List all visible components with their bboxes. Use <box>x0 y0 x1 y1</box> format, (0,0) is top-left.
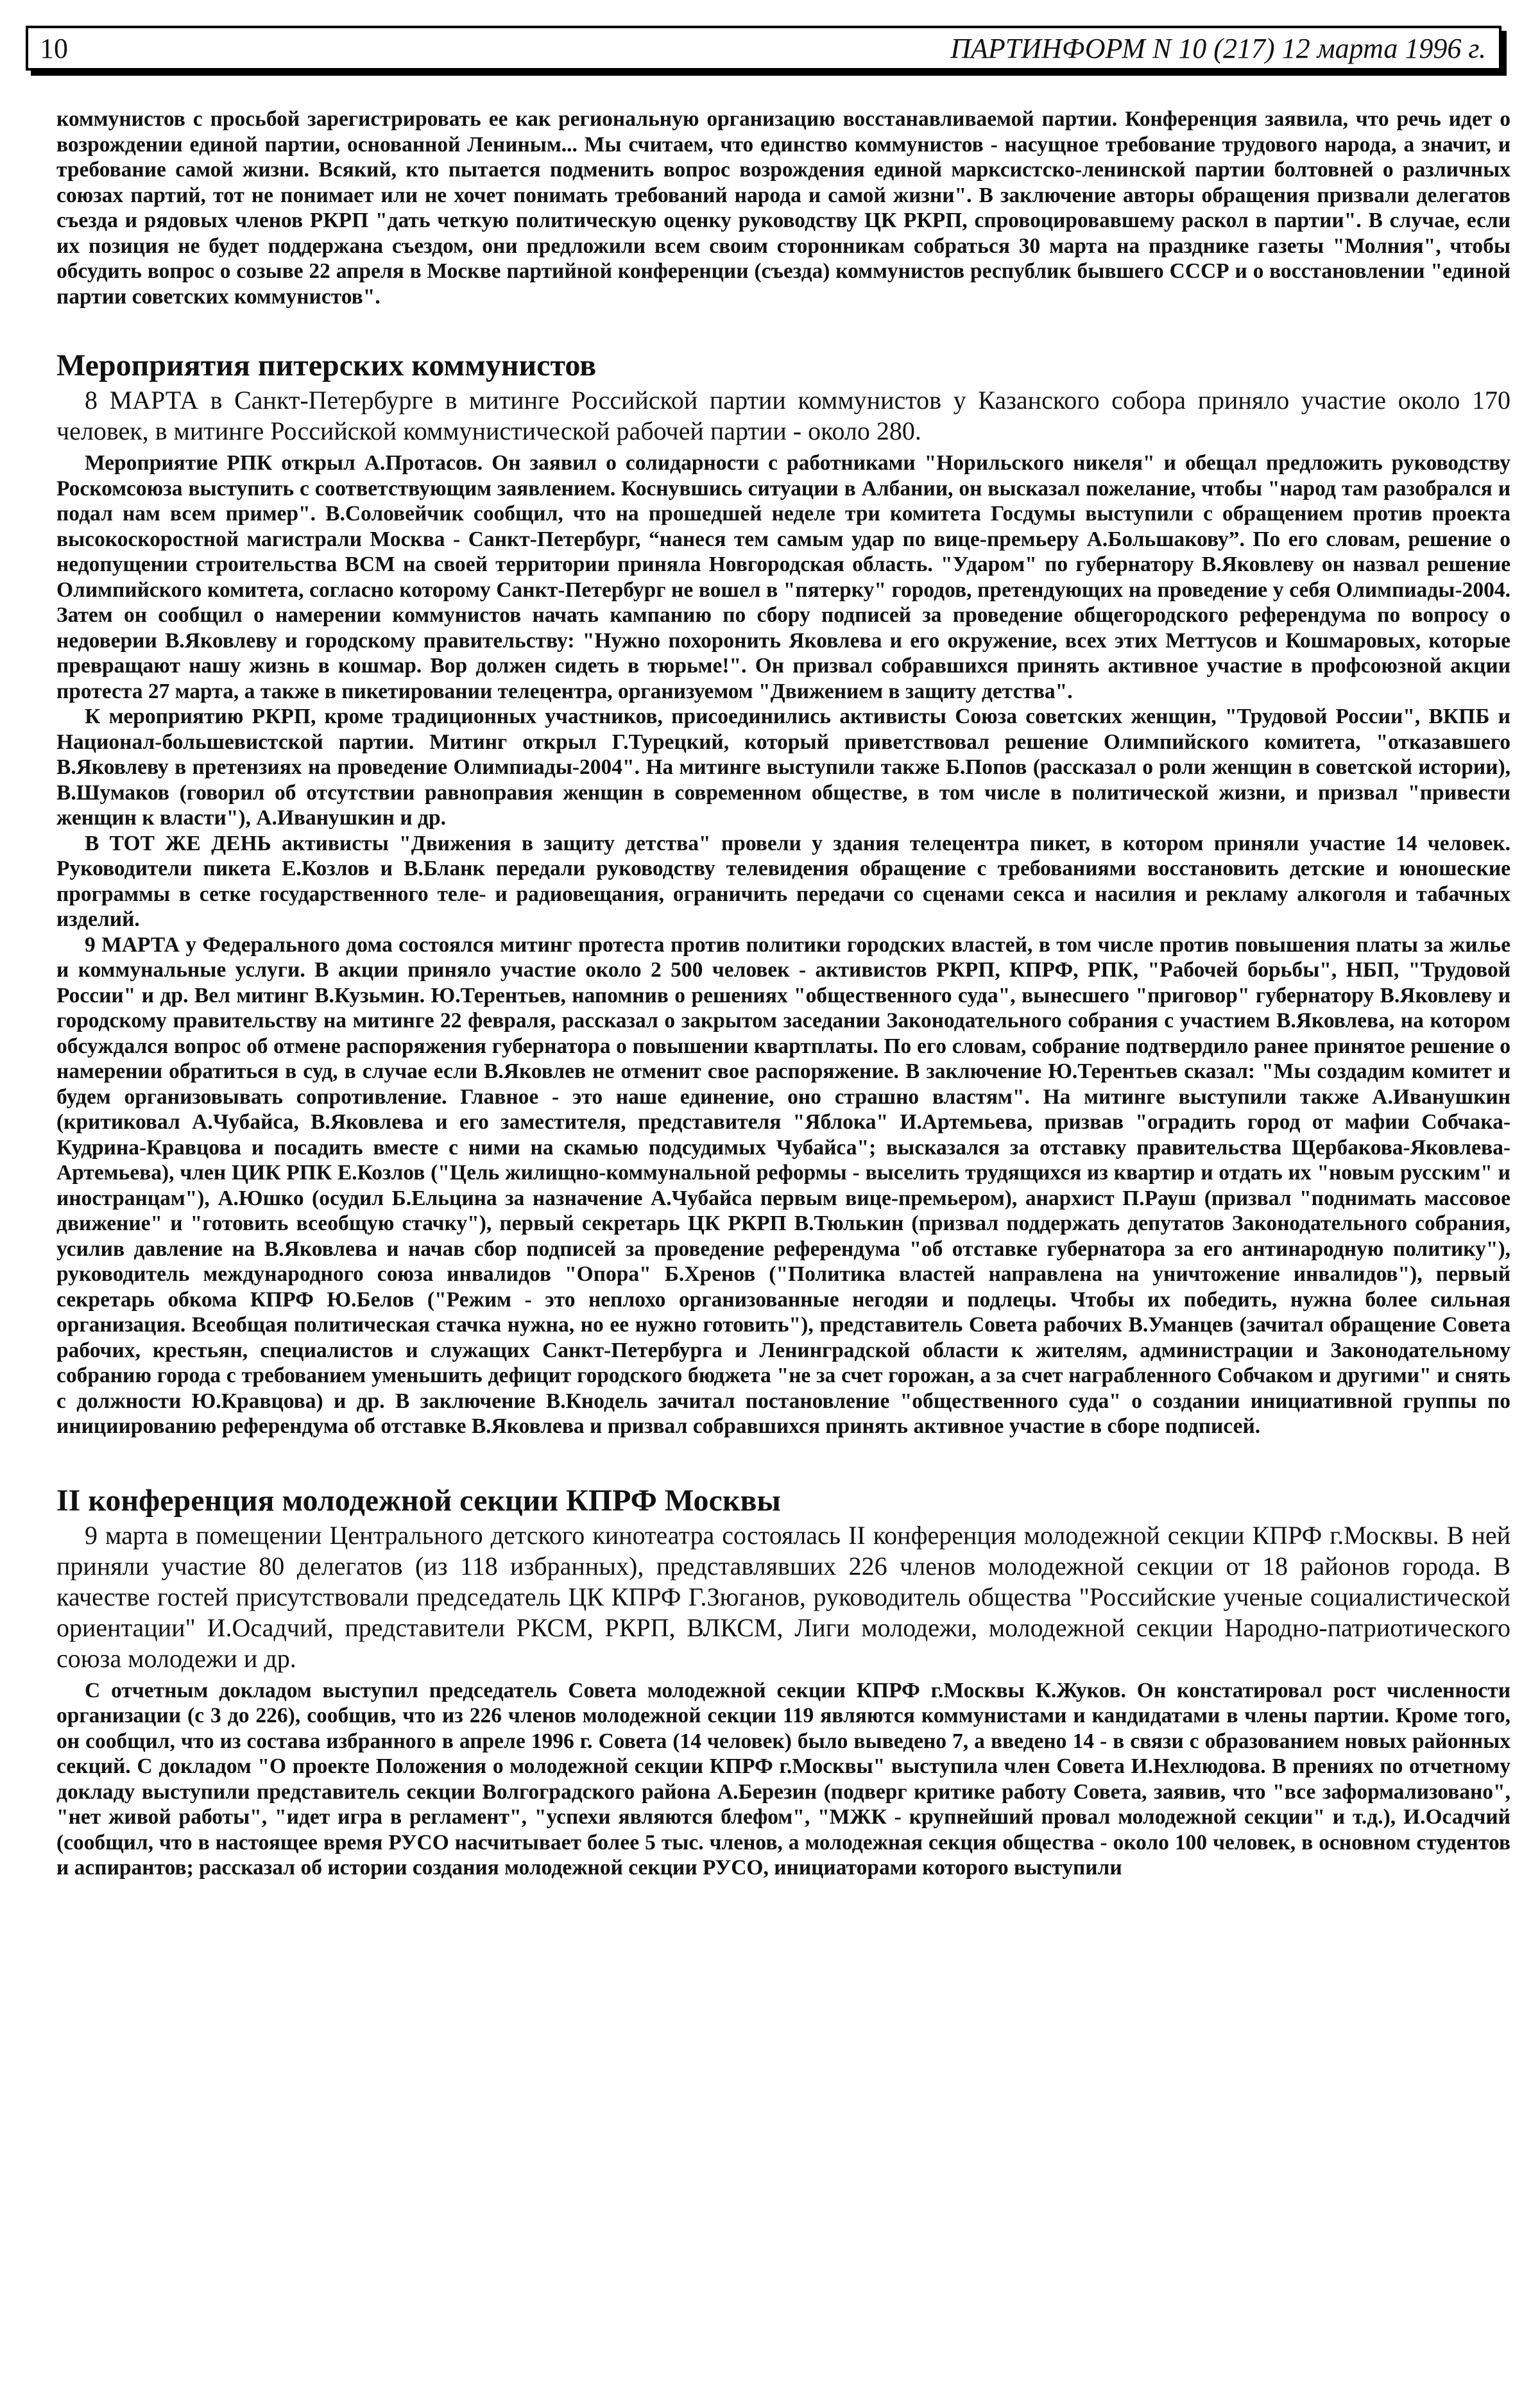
intro-paragraph: коммунистов с просьбой зарегистрировать ее как региональную организацию восстанавливаемой партии. Конференция заявила, что речь идет о возрождении единой партии, основанной Лениным... Мы считаем, что единство коммунистов - насущное требование трудового народа, а значит, и требование самой жизни. Всякий, кто пытается подменить вопрос возрождения единой марксистско-ленинской партии болтовней о различных союзах партий, тот не понимает или не хочет понимать требований народа и самой жизни". В заключение авторы обращения призвали делегатов съезда и рядовых членов РКРП "дать четкую политическую оценку руководству ЦК РКРП, спровоцировавшему раскол в партии". В случае, если их позиция не будет поддержана съездом, они предложили всем своим сторонникам собраться 30 марта на празднике газеты "Молния", чтобы обсудить вопрос о созыве 22 апреля в Москве партийной конференции (съезда) коммунистов республик бывшего СССР и о восстановлении "единой партии советских коммунистов". <box>56 107 1510 309</box>
section-heading-youth-conference: II конференция молодежной секции КПРФ Москвы <box>56 1483 781 1518</box>
publication-title: ПАРТИНФОРМ N 10 (217) 12 марта 1996 г. <box>950 33 1486 64</box>
paragraph-federal-house-rally: 9 МАРТА у Федерального дома состоялся митинг протеста против политики городских властей, в том числе против повышения платы за жилье и коммунальные услуги. В акции приняло участие около 2 500 человек - активистов РКРП, КПРФ, РПК, "Рабочей борьбы", НБП, "Трудовой России" и др. Вел митинг В.Кузьмин. Ю.Терентьев, напомнив о решениях "общественного суда", вынесшего "приговор" губернатору В.Яковлеву и городскому правительству на митинге 22 февраля, рассказал о закрытом заседании Законодательного собрания с участием В.Яковлева, на котором обсуждался вопрос об отмене распоряжения губернатора о повышении квартплаты. По его словам, собрание подтвердило ранее принятое решение о намерении обратиться в суд, в случае если В.Яковлев не отменит свое распоряжение. В заключение Ю.Терентьев сказал: "Мы создадим комитет и будем организовывать сопротивление. Главное - это наше единение, оно страшно властям". На митинге выступили также А.Иванушкин (критиковал А.Чубайса, В.Яковлева и его заместителя, представителя "Яблока" И.Артемьева, призвав "оградить город от мафии Собчака-Кудрина-Кравцова и посадить вместе с ними на скамью подсудимых Чубайса"; высказался за отставку правительства Щербакова-Яковлева-Артемьева), член ЦИК РПК Е.Козлов ("Цель жилищно-коммунальной реформы - выселить трудящихся из квартир и отдать их "новым русским" и иностранцам"), А.Юшко (осудил Б.Ельцина за назначение А.Чубайса первым вице-премьером), анархист П.Рауш (призвал "поднимать массовое движение" и "готовить всеобщую стачку"), первый секретарь ЦК РКРП В.Тюлькин (призвал поддержать депутатов Законодательного собрания, усилив давление на В.Яковлева и начав сбор подписей за проведение референдума "об отставке губернатора за его антинародную политику"), руководитель международного союза инвалидов "Опора" Б.Хренов ("Политика властей направлена на уничтожение инвалидов"), первый секретарь обкома КПРФ Ю.Белов ("Режим - это неплохо организованные негодяи и подлецы. Чтобы их победить, нужна более сильная организация. Всеобщая политическая стачка нужна, но ее нужно готовить"), представитель Совета рабочих В.Уманцев (зачитал обращение Совета рабочих, крестьян, специалистов и служащих Санкт-Петербурга и Ленинградской области к жителям, администрации и Законодательному собранию города с требованием уменьшить дефицит городского бюджета "не за счет горожан, а за счет награбленного Собчаком и другими" и снять с должности Ю.Кравцова) и др. В заключение В.Кнодель зачитал постановление "общественного суда" о создании инициативной группы по инициированию референдума об отставке В.Яковлева и призвал собравшихся принять активное участие в сборе подписей. <box>56 932 1510 1438</box>
paragraph-rpk-rally: Мероприятие РПК открыл А.Протасов. Он заявил о солидарности с работниками "Норильского никеля" и обещал предложить руководству Роскомсоюза выступить с соответствующим заявлением. Коснувшись ситуации в Албании, он высказал пожелание, чтобы "народ там разобрался и подал нам всем пример". В.Соловейчик сообщил, что на прошедшей неделе три комитета Госдумы выступили с обращением против проекта высокоскоростной магистрали Москва - Санкт-Петербург, “нанеся тем самым удар по вице-премьеру А.Большакову”. По его словам, решение о недопущении строительства ВСМ на своей территории приняла Новгородская область. "Ударом" по губернатору В.Яковлеву он назвал решение Олимпийского комитета, согласно которому Санкт-Петербург не вошел в "пятерку" городов, претендующих на проведение у себя Олимпиады-2004. Затем он сообщил о намерении коммунистов начать кампанию по сбору подписей за проведение общегородского референдума по вопросу о недоверии В.Яковлеву и городскому правительству: "Нужно похоронить Яковлева и его окружение, всех этих Меттусов и Кошмаровых, которые превращают нашу жизнь в кошмар. Вор должен сидеть в тюрьме!". Он призвал собравшихся принять активное участие в профсоюзной акции протеста 27 марта, а также в пикетировании телецентра, организуемом "Движением в защиту детства". <box>56 451 1510 703</box>
section-heading-piter: Мероприятия питерских коммунистов <box>56 348 597 382</box>
article-body <box>56 107 1510 1881</box>
page-number: 10 <box>40 33 68 64</box>
spacer <box>56 1439 1510 1482</box>
spacer <box>56 309 1510 347</box>
section-lead-youth-conference: 9 марта в помещении Центрального детского кинотеатра состоялась II конференция молодежной секции КПРФ г.Москвы. В ней приняли участие 80 делегатов (из 118 избранных), представлявших 226 членов молодежной секции от 18 районов города. В качестве гостей присутствовали председатель ЦК КПРФ Г.Зюганов, руководитель общества "Российские ученые социалистической ориентации" И.Осадчий, представители РКСМ, РКРП, ВЛКСМ, Лиги молодежи, молодежной секции Народно-патриотического союза молодежи и др. <box>56 1520 1510 1673</box>
page-header <box>26 26 1502 71</box>
paragraph-report: С отчетным докладом выступил председатель Совета молодежной секции КПРФ г.Москвы К.Жуков. Он констатировал рост численности организации (с 3 до 226), сообщив, что из 226 членов молодежной секции 119 являются коммунистами и кандидатами в члены партии. Кроме того, он сообщил, что из состава избранного в апреле 1996 г. Совета (14 человек) было выведено 7, а введено 14 - в связи с образованием новых районных секций. С докладом "О проекте Положения о молодежной секции КПРФ г.Москвы" выступила член Совета И.Нехлюдова. В прениях по отчетному докладу выступили представитель секции Волгоградского района А.Березин (подверг критике работу Совета, заявив, что "все заформализовано", "нет живой работы", "идет игра в регламент", "успехи являются блефом", "МЖК - крупнейший провал молодежной секции" и т.д.), И.Осадчий (сообщил, что в настоящее время РУСО насчитывает более 5 тыс. членов, а молодежная секция общества - около 100 человек, в основном студентов и аспирантов; рассказал об истории создания молодежной секции РУСО, инициаторами которого выступили <box>56 1678 1510 1880</box>
paragraph-rkrp-rally: К мероприятию РКРП, кроме традиционных участников, присоединились активисты Союза советских женщин, "Трудовой России", ВКПБ и Национал-большевистской партии. Митинг открыл Г.Турецкий, который приветствовал решение Олимпийского комитета, "отказавшего В.Яковлеву в претензиях на проведение Олимпиады-2004". На митинге выступили также Б.Попов (рассказал о роли женщин в советской истории), В.Шумаков (говорил об отсутствии равноправия женщин в современном обществе, в том числе в политической жизни, и призвал "привести женщин к власти"), А.Иванушкин и др. <box>56 705 1510 830</box>
paragraph-telecenter-picket: В ТОТ ЖЕ ДЕНЬ активисты "Движения в защиту детства" провели у здания телецентра пикет, в котором приняли участие 14 человек. Руководители пикета Е.Козлов и В.Бланк передали руководству телевидения обращение с требованиями восстановить детские и юношеские программы в сетке государственного теле- и радиовещания, ограничить передачи со сценами секса и насилия и рекламу алкоголя и табачных изделий. <box>56 831 1510 931</box>
section-lead-piter: 8 МАРТА в Санкт-Петербурге в митинге Российской партии коммунистов у Казанского собора приняло участие около 170 человек, в митинге Российской коммунистической рабочей партии - около 280. <box>56 386 1510 445</box>
